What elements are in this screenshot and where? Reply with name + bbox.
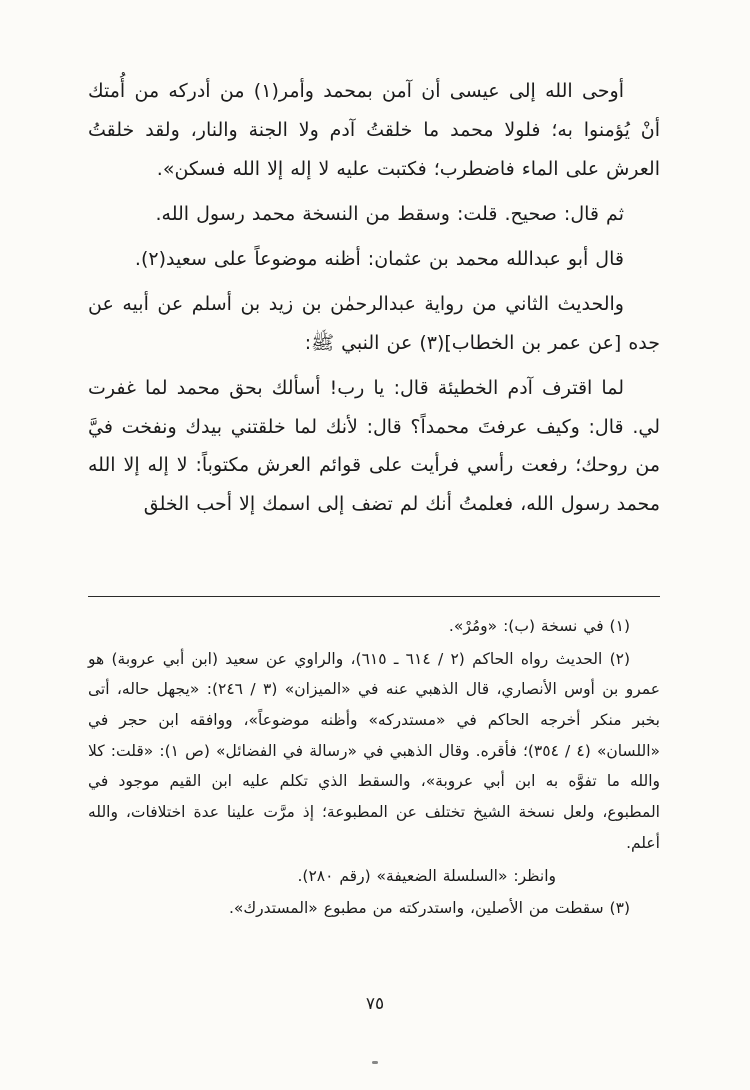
- footnote-3: (٣) سقطت من الأصلين، واستدركته من مطبوع «المستدرك».: [229, 899, 630, 918]
- scan-artifact-mark: [372, 1061, 378, 1064]
- footnote-separator-line: [88, 596, 660, 597]
- footnote-2: (٢) الحديث رواه الحاكم (٢ / ٦١٤ ـ ٦١٥)، والراوي عن سعيد (ابن أبي عروبة) هو عمرو بن أوس الأنصاري، قال الذهبي عنه في «الميزان» (٣ / ٢٤٦): «يجهل حاله، أتى بخبر منكر أخرجه الحاكم في «مستدركه» وأظنه موضوعاً»، ووافقه ابن حجر في «اللسان» (٤ / ٣٥٤)؛ فأقره. وقال الذهبي في «رسالة في الفضائل» (ص ١): «قلت: كلا والله ما تفوَّه به ابن أبي عروبة»، والسقط الذي تكلم عليه ابن القيم موجود في المطبوع، ولعل نسخة الشيخ تختلف عن المطبوعة؛ إذ مرَّت علينا عدة اختلافات، والله أعلم.: [88, 649, 660, 852]
- paragraph-abu-abdullah-comment: قال أبو عبدالله محمد بن عثمان: أظنه موضوعاً على سعيد(٢).: [134, 247, 624, 270]
- footnote-1: (١) في نسخة (ب): «ومُرْ».: [448, 617, 630, 635]
- footnotes-section: [88, 596, 660, 926]
- paragraph-sahih-comment: ثم قال: صحيح. قلت: وسقط من النسخة محمد رسول الله.: [155, 202, 624, 225]
- main-text-block: [88, 72, 660, 530]
- paragraph-second-hadith-isnad: والحديث الثاني من رواية عبدالرحمٰن بن زيد بن أسلم عن أبيه عن جده [عن عمر بن الخطاب](٣) عن النبي ﷺ:: [88, 292, 660, 354]
- paragraph-revelation-quote: أوحى الله إلى عيسى أن آمن بمحمد وأمر(١) من أدركه من أُمتك أنْ يُؤمنوا به؛ فلولا محمد ما خلقتُ آدم ولا الجنة والنار، ولقد خلقتُ العرش على الماء فاضطرب؛ فكتبت عليه لا إله إلا الله فسكن».: [88, 80, 660, 180]
- page-number: ٧٥: [365, 994, 385, 1014]
- paragraph-adam-hadith-text: لما اقترف آدم الخطيئة قال: يا رب! أسألك بحق محمد لما غفرت لي. قال: وكيف عرفتَ محمداً؟ قال: لأنك لما خلقتني بيدك ونفخت فيَّ من روحك؛ رفعت رأسي فرأيت على قوائم العرش مكتوباً: لا إله إلا الله محمد رسول الله، فعلمتُ أنك لم تضف إلى اسمك إلا أحب الخلق: [88, 376, 660, 516]
- footnote-2-see-also: وانظر: «السلسلة الضعيفة» (رقم ٢٨٠).: [297, 866, 556, 885]
